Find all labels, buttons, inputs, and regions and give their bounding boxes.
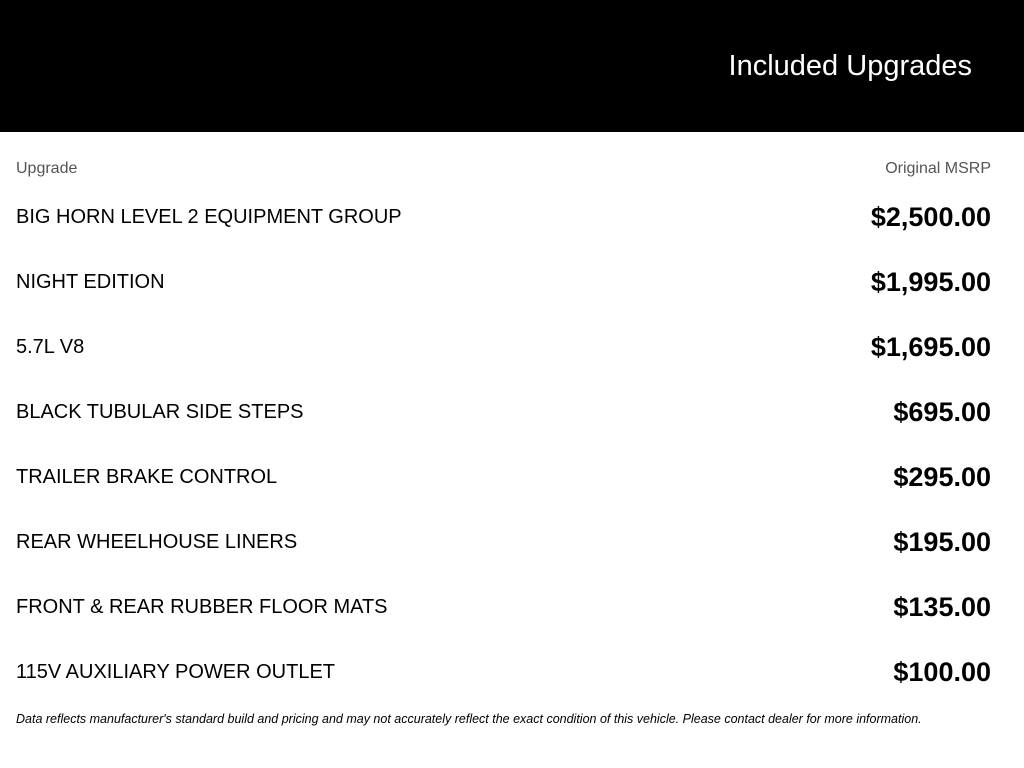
- upgrade-price: $135.00: [893, 592, 991, 622]
- upgrade-row: [16, 250, 991, 315]
- upgrade-price: $100.00: [893, 657, 991, 687]
- upgrade-row: [16, 185, 991, 250]
- header-bar: [0, 0, 1024, 132]
- upgrade-name: 5.7L V8: [16, 336, 85, 358]
- upgrade-name: TRAILER BRAKE CONTROL: [16, 466, 278, 488]
- upgrade-name: BLACK TUBULAR SIDE STEPS: [16, 401, 304, 423]
- upgrade-price: $1,695.00: [870, 332, 991, 362]
- upgrade-name: NIGHT EDITION: [16, 271, 165, 293]
- upgrade-row: [16, 575, 991, 640]
- disclaimer-text: Data reflects manufacturer's standard build and pricing and may not accurately reflect the exact condition of this vehicle. Please contact dealer for more information.: [16, 712, 922, 726]
- upgrade-name: FRONT & REAR RUBBER FLOOR MATS: [16, 596, 388, 618]
- upgrade-row: [16, 315, 991, 380]
- upgrade-row: [16, 380, 991, 445]
- upgrade-price: $1,995.00: [870, 267, 991, 297]
- upgrade-name: 115V AUXILIARY POWER OUTLET: [16, 661, 336, 683]
- upgrade-row: [16, 445, 991, 510]
- upgrade-price: $195.00: [893, 527, 991, 557]
- upgrade-price: $695.00: [893, 397, 991, 427]
- column-headers: [16, 160, 991, 180]
- column-header-msrp: Original MSRP: [885, 160, 991, 177]
- page-title: Included Upgrades: [728, 50, 972, 82]
- upgrade-row: [16, 510, 991, 575]
- column-header-upgrade: Upgrade: [16, 160, 78, 177]
- upgrade-row: [16, 640, 991, 705]
- upgrade-name: BIG HORN LEVEL 2 EQUIPMENT GROUP: [16, 206, 402, 228]
- upgrade-price: $2,500.00: [870, 202, 991, 232]
- upgrade-price: $295.00: [893, 462, 991, 492]
- upgrade-name: REAR WHEELHOUSE LINERS: [16, 531, 298, 553]
- upgrades-list: [16, 185, 991, 705]
